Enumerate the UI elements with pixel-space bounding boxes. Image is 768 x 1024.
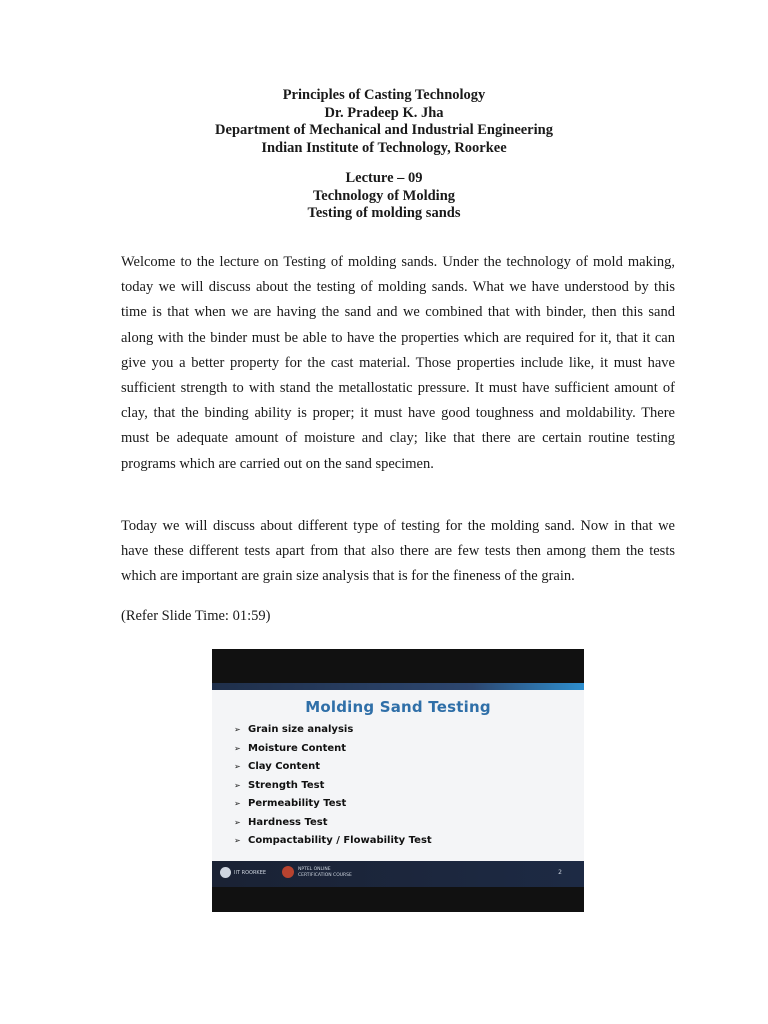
lecture-header (0, 170, 768, 223)
slide-bullet-item: ➢ Strength Test (234, 777, 432, 796)
slide-page-number: 2 (558, 869, 562, 876)
arrow-bullet-icon: ➢ (234, 836, 241, 845)
lecture-slide-image (212, 649, 584, 912)
slide-footer (212, 861, 584, 887)
slide-bullet-list (234, 721, 432, 851)
slide-bullet-item: ➢ Permeability Test (234, 795, 432, 814)
body-paragraph-1: Welcome to the lecture on Testing of molding sands. Under the technology of mold making, today we will discuss about the testing of molding sands. What we have understood by this time is that when we are having the sand and we combined that with binder, then this sand along with the binder must be able to have the properties which are required for it, that it can give you a better property for the cast material. Those properties include like, it must have sufficient strength to with stand the metallostatic pressure. It must have sufficient amount of clay, that the binding ability is proper; it must have good toughness and moldability. There must be adequate amount of moisture and clay; like that there are certain routine testing programs which are carried out on the sand specimen. (121, 254, 675, 472)
arrow-bullet-icon: ➢ (234, 762, 241, 771)
slide-bullet-item: ➢ Compactability / Flowability Test (234, 832, 432, 851)
arrow-bullet-icon: ➢ (234, 799, 241, 808)
arrow-bullet-icon: ➢ (234, 817, 241, 827)
department-name: Department of Mechanical and Industrial Engineering (215, 122, 553, 138)
lecture-subtopic: Testing of molding sands (307, 205, 461, 221)
course-title: Principles of Casting Technology (282, 87, 486, 103)
slide-top-band (212, 683, 584, 690)
refer-slide-time: (Refer Slide Time: 01:59) (121, 608, 271, 624)
author-name: Dr. Pradeep K. Jha (324, 104, 444, 121)
body-paragraph-2: Today we will discuss about different type of testing for the molding sand. Now in that we have these different tests apart from that also there are few tests then among them the tests which are important are grain size analysis that is for the fineness of the grain. (121, 518, 675, 585)
slide-title: Molding Sand Testing (305, 698, 491, 716)
nptel-logo-icon (282, 866, 294, 878)
document-header (0, 87, 768, 157)
lecture-topic: Technology of Molding (312, 187, 456, 204)
slide-bullet-item: ➢ Clay Content (234, 758, 432, 777)
footer-course-label: NPTEL ONLINE CERTIFICATION COURSE (298, 867, 352, 878)
arrow-bullet-icon: ➢ (234, 743, 241, 753)
footer-institute-label: IIT ROORKEE (234, 870, 267, 876)
arrow-bullet-icon: ➢ (234, 725, 241, 734)
slide-content (212, 683, 584, 878)
arrow-bullet-icon: ➢ (234, 780, 241, 790)
slide-bullet-item: ➢ Hardness Test (234, 814, 432, 833)
lecture-number: Lecture – 09 (345, 170, 423, 186)
slide-bullet-item: ➢ Grain size analysis (234, 721, 432, 740)
institute-name: Indian Institute of Technology, Roorkee (261, 139, 507, 156)
iit-logo-icon (220, 867, 231, 878)
slide-bullet-item: ➢ Moisture Content (234, 740, 432, 759)
